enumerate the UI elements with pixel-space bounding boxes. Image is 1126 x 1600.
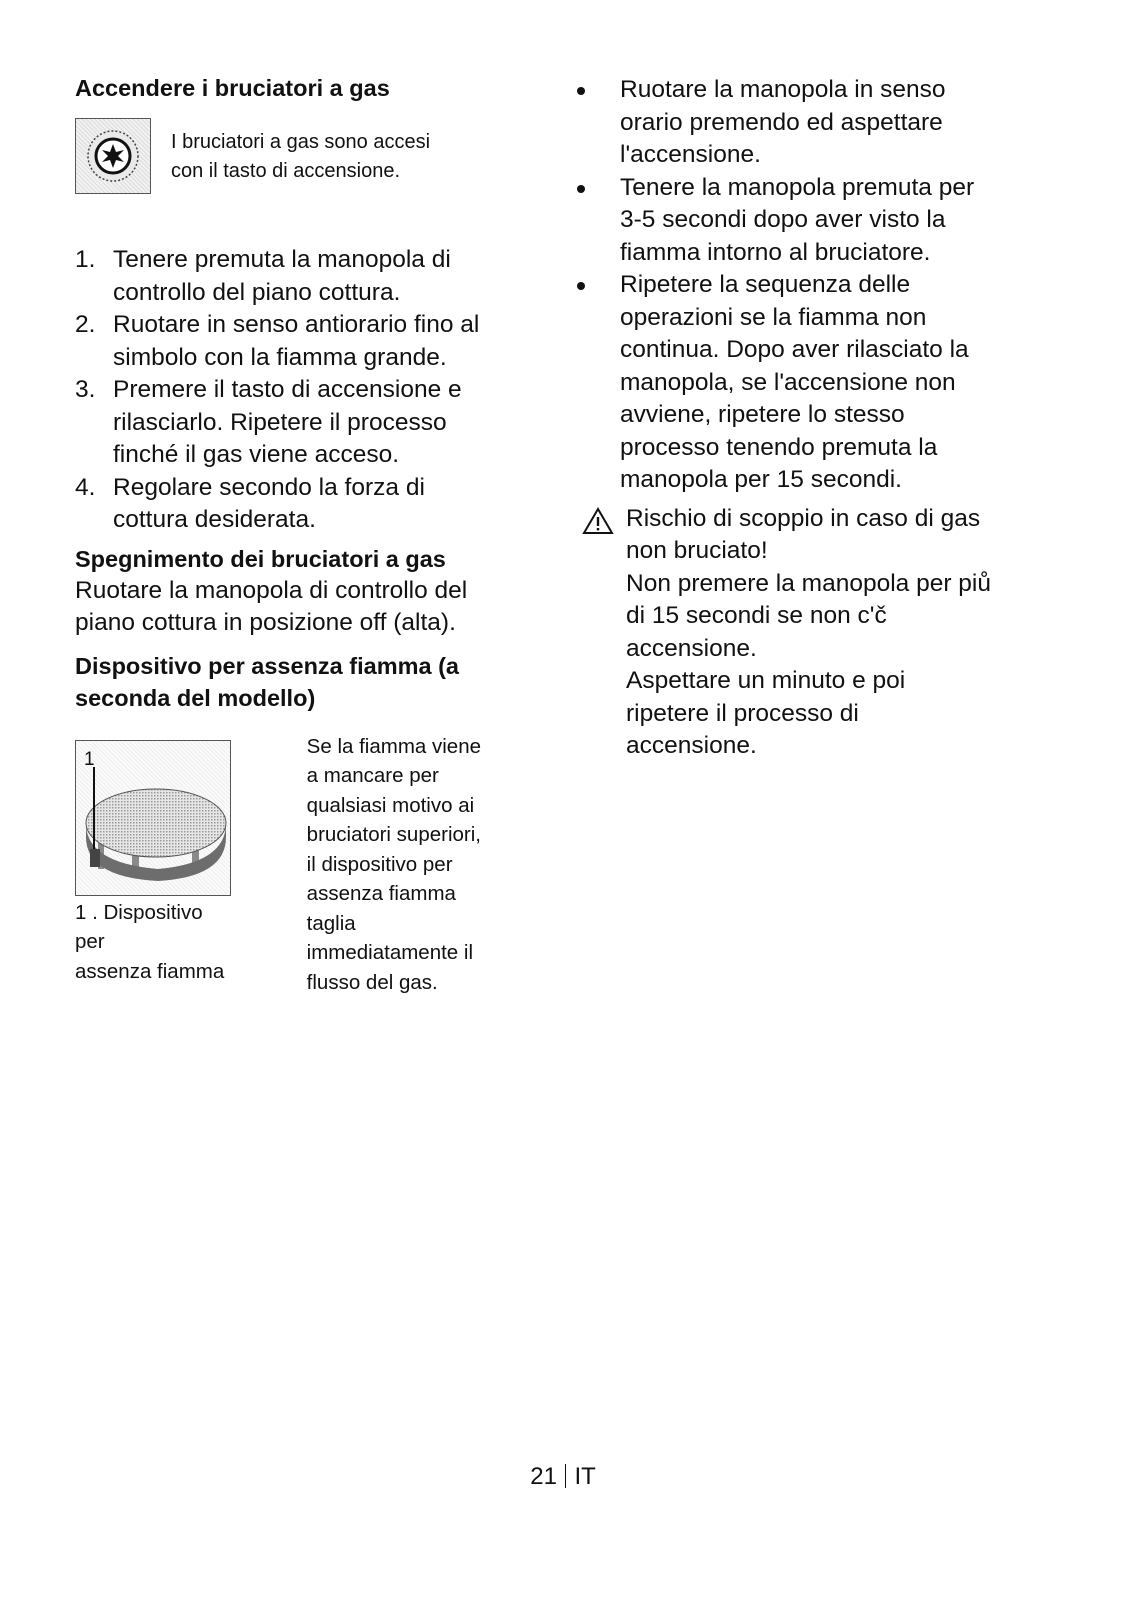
step-text — [113, 374, 462, 472]
device-line: immediatamente il — [306, 941, 474, 964]
step-item — [75, 244, 520, 309]
step-line: Tenere premuta la manopola di — [113, 246, 451, 273]
heading-device — [75, 650, 520, 714]
flame-failure-device-image — [75, 740, 231, 896]
step-text — [113, 472, 425, 537]
device-description — [307, 732, 520, 998]
device-line: bruciatori superiori, — [306, 823, 481, 846]
device-line: a mancare per — [306, 764, 439, 787]
step-item — [75, 374, 520, 472]
step-line: Regolare secondo la forza di — [113, 473, 425, 501]
off-line: piano cottura in posizione off (alta). — [75, 609, 456, 636]
bullet-text — [620, 269, 969, 497]
heading-device-line: Dispositivo per assenza fiamma (a — [75, 652, 459, 679]
device-line: il dispositivo per — [306, 852, 453, 876]
step-line: cottura desiderata. — [113, 506, 316, 533]
step-line: simbolo con la fiamma grande. — [113, 343, 447, 371]
off-line: Ruotare la manopola di controllo del — [75, 576, 468, 604]
warning-line: accensione. — [626, 732, 757, 759]
bullet-item — [582, 172, 1062, 270]
step-line: finché il gas viene acceso. — [113, 441, 399, 468]
caption-line: assenza fiamma — [75, 959, 225, 983]
page-footer — [0, 1463, 1126, 1491]
bullet-line: continua. Dopo aver rilasciato la — [620, 336, 969, 363]
bullet-line: orario premendo ed aspettare — [620, 108, 943, 136]
bullet-line: l'accensione. — [620, 141, 761, 168]
bullet-item — [582, 74, 1062, 172]
figure-caption — [75, 898, 237, 987]
heading-off: Spegnimento dei bruciatori a gas — [75, 545, 446, 572]
device-line: taglia — [306, 911, 356, 935]
burner-illustration — [76, 741, 232, 897]
heading-device-line: seconda del modello) — [75, 684, 316, 711]
language-code: IT — [574, 1463, 596, 1490]
warning-block — [582, 503, 1062, 763]
step-item — [75, 309, 520, 374]
device-line: qualsiasi motivo ai — [306, 793, 475, 817]
bullet-line: Ripetere la sequenza delle — [620, 271, 911, 298]
section-device — [75, 650, 520, 714]
warning-line: accensione. — [626, 634, 757, 662]
bullet-text — [620, 172, 974, 270]
bullet-item — [582, 269, 1062, 497]
step-line: Premere il tasto di accensione e — [113, 376, 462, 403]
step-number: 2. — [75, 311, 96, 338]
warning-line: Aspettare un minuto e poi — [626, 667, 906, 694]
bullet-line: fiamma intorno al bruciatore. — [620, 238, 931, 266]
warning-line: Rischio di scoppio in caso di gas — [626, 504, 981, 532]
warning-text — [626, 503, 991, 763]
bullet-line: operazioni se la fiamma non — [620, 303, 927, 331]
ignition-button-icon — [75, 118, 151, 194]
warning-line: di 15 secondi se non c'č — [626, 602, 887, 629]
step-line: controllo del piano cottura. — [113, 278, 401, 306]
right-column — [582, 72, 1062, 763]
page-number: 21 — [530, 1463, 557, 1490]
off-text — [75, 575, 520, 640]
ignite-note-line: con il tasto di accensione. — [171, 160, 401, 182]
bullet-line: 3-5 secondi dopo aver visto la — [620, 206, 946, 233]
step-line: rilasciarlo. Ripetere il processo — [113, 408, 447, 436]
ignite-note-line: I bruciatori a gas sono accesi — [171, 131, 431, 153]
step-number: 3. — [75, 376, 96, 403]
step-line: Ruotare in senso antiorario fino al — [113, 311, 480, 338]
bullet-line: Ruotare la manopola in senso — [620, 76, 946, 103]
ignite-note-text — [171, 128, 430, 186]
figure-callout-number: 1 — [84, 748, 95, 770]
warning-line: Non premere la manopola per piů — [626, 569, 991, 597]
bullet-text — [620, 74, 946, 172]
device-figure-row — [75, 734, 520, 998]
bullet-line: avviene, ripetere lo stesso — [620, 401, 905, 428]
step-number: 1. — [75, 246, 96, 273]
step-text — [113, 244, 451, 309]
caption-line: 1 . Dispositivo per — [75, 900, 203, 953]
bullet-line: Tenere la manopola premuta per — [620, 173, 975, 201]
step-item — [75, 472, 520, 537]
section-off — [75, 543, 520, 640]
bullet-list — [582, 74, 1062, 497]
bullet-dot-icon — [582, 269, 620, 497]
ignite-note — [75, 118, 520, 194]
device-line: assenza fiamma — [306, 882, 456, 905]
bullet-line: processo tenendo premuta la — [620, 433, 938, 461]
device-figure-block — [75, 740, 237, 998]
bullet-dot-icon — [582, 172, 620, 270]
warning-line: non bruciato! — [626, 537, 768, 564]
bullet-line: manopola, se l'accensione non — [620, 368, 956, 396]
device-line: flusso del gas. — [306, 970, 438, 994]
heading-ignite: Accendere i bruciatori a gas — [75, 75, 390, 101]
footer-separator — [565, 1464, 567, 1488]
ignition-steps — [75, 244, 520, 537]
left-column — [75, 72, 520, 997]
warning-triangle-icon — [582, 503, 626, 763]
bullet-dot-icon — [582, 74, 620, 172]
device-line: Se la fiamma viene — [306, 734, 482, 758]
warning-line: ripetere il processo di — [626, 699, 859, 727]
bullet-line: manopola per 15 secondi. — [620, 466, 902, 493]
step-text — [113, 309, 479, 374]
step-number: 4. — [75, 473, 96, 501]
